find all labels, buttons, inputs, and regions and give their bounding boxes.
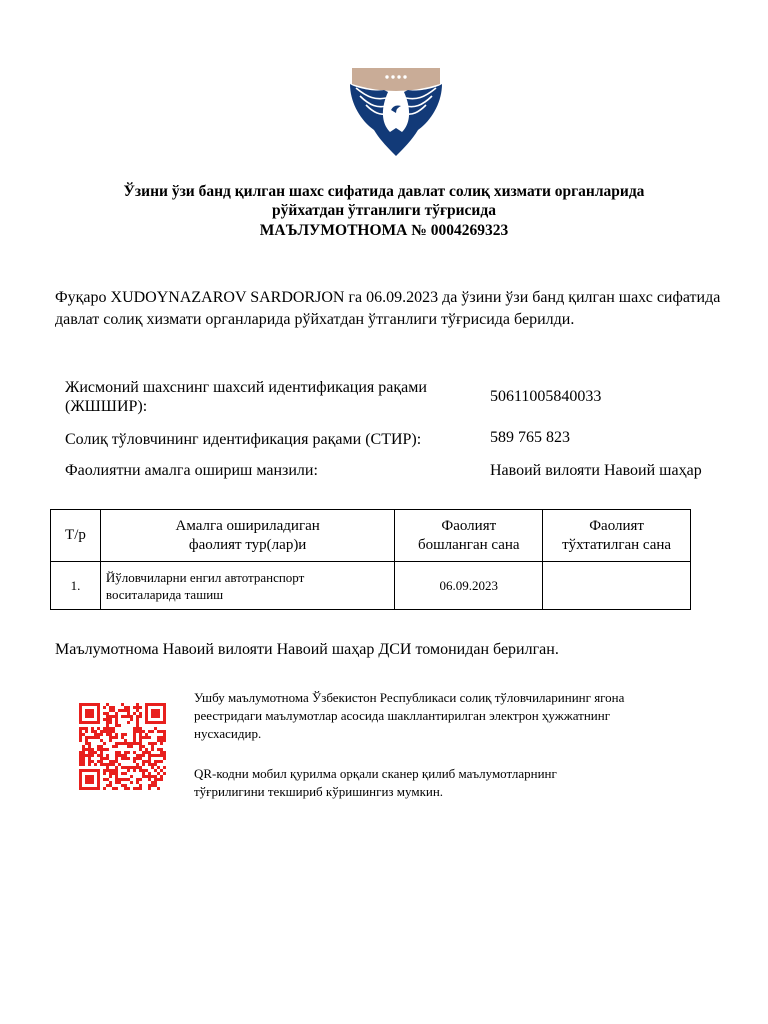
qr-code-icon	[79, 703, 166, 790]
header-type-line1: Амалга ошириладиган	[175, 517, 320, 534]
header-start-line2: бошланган сана	[417, 536, 520, 553]
row-num: 1.	[51, 562, 101, 610]
note-paragraph-2	[194, 765, 744, 801]
header-num: Т/р	[51, 510, 101, 562]
intro-paragraph: Фуқаро XUDOYNAZAROV SARDORJON га 06.09.2023 да ўзини ўзи банд қилган шахс сифатида давлат солиқ хизмати органларида рўйхатдан ўтганлиги тўғрисида берилди.	[55, 289, 721, 328]
row-stop-date	[543, 562, 691, 610]
note-line4: QR-кодни мобил қурилма орқали сканер қилиб маълумотларнинг	[194, 766, 557, 781]
row-start-date: 06.09.2023	[395, 562, 543, 610]
document-title-line2: рўйхатдан ўтганлиги тўғрисида	[272, 202, 496, 219]
issued-by: Маълумотнома Навоий вилояти Навоий шаҳар ДСИ томонидан берилган.	[55, 641, 559, 658]
document-number: МАЪЛУМОТНОМА № 0004269323	[259, 222, 509, 239]
row-activity-type	[100, 562, 394, 610]
tin-label: Солиқ тўловчининг идентификация рақами (СТИР):	[65, 431, 422, 448]
table-header-row	[51, 510, 691, 562]
header-stop-date	[543, 510, 691, 562]
note-paragraph-1	[194, 689, 744, 743]
row-type-line1: Йўловчиларни енгил автотранспорт	[105, 569, 305, 585]
eagle-emblem-icon	[346, 66, 446, 166]
address-value: Навоий вилояти Навоий шаҳар	[490, 462, 702, 479]
header-start-date	[395, 510, 543, 562]
header-activity-type	[100, 510, 394, 562]
note-line3: нусхасидир.	[194, 726, 262, 741]
header-start-line1: Фаолият	[441, 517, 497, 534]
pinfl-value: 50611005840033	[490, 388, 602, 405]
pinfl-label: Жисмоний шахснинг шахсий идентификация рақами (ЖШШИР):	[65, 379, 427, 415]
header-stop-line2: тўхтатилган сана	[562, 536, 672, 553]
activity-table	[50, 509, 691, 610]
note-line1: Ушбу маълумотнома Ўзбекистон Республикаси солиқ тўловчиларининг ягона	[194, 690, 625, 705]
address-label: Фаолиятни амалга ошириш манзили:	[65, 462, 318, 479]
document-title-line1: Ўзини ўзи банд қилган шахс сифатида давлат солиқ хизмати органларида	[123, 183, 645, 200]
header-stop-line1: Фаолият	[589, 517, 644, 534]
tin-value: 589 765 823	[490, 429, 570, 446]
header-type-line2: фаолият тур(лар)и	[188, 536, 307, 553]
table-row	[51, 562, 691, 610]
note-line2: реестридаги маълумотлар асосида шакллантирилган электрон ҳужжатнинг	[194, 708, 611, 723]
note-line5: тўғрилигини текшириб кўришингиз мумкин.	[194, 784, 444, 799]
row-type-line2: воситаларида ташиш	[105, 586, 224, 602]
